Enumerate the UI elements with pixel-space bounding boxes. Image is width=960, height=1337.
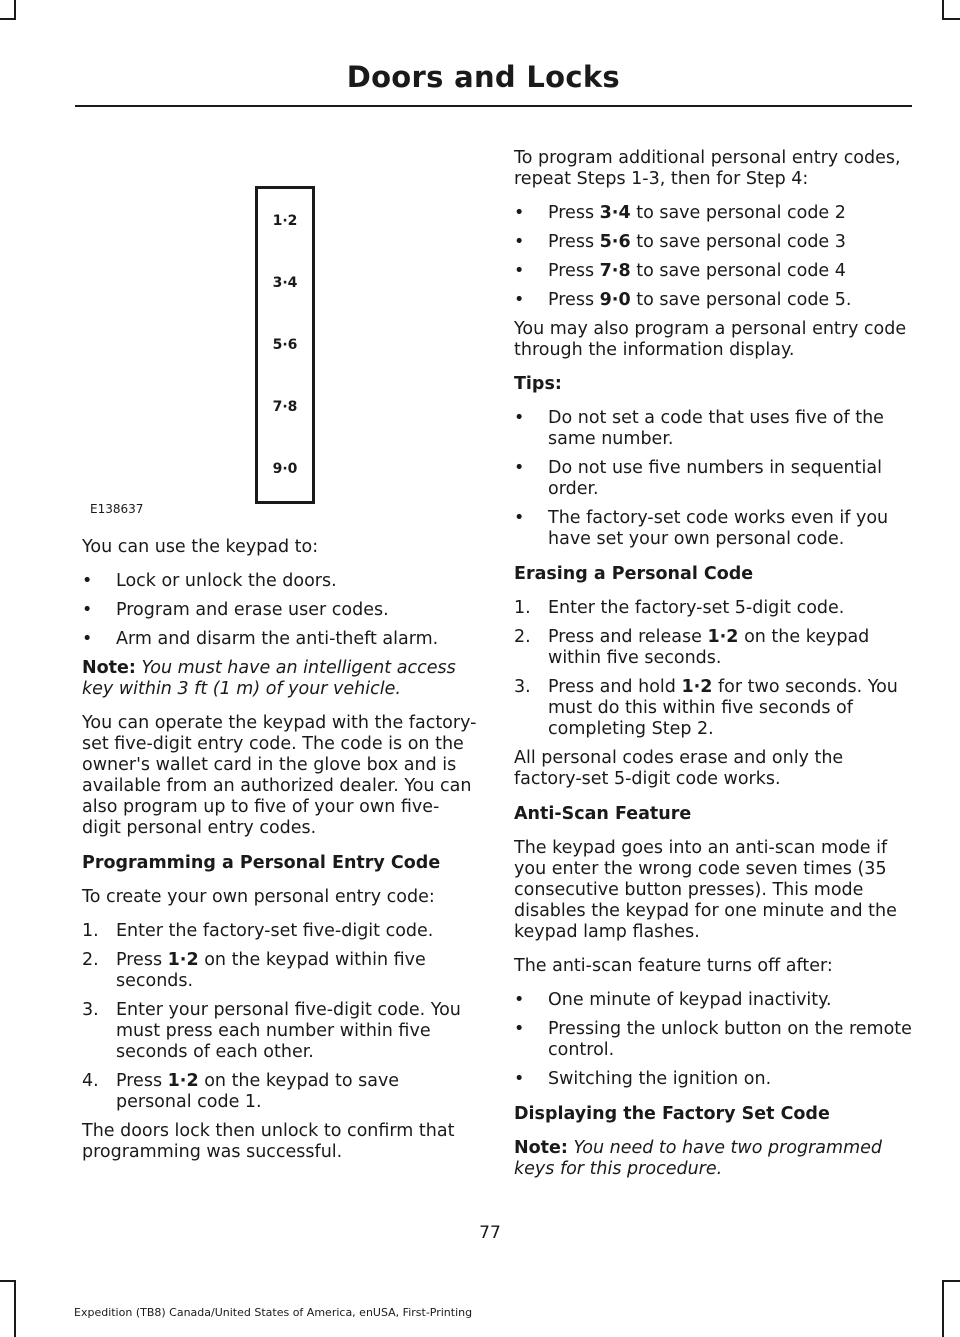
crop-mark (942, 0, 944, 18)
note (514, 1138, 914, 1180)
use-list (82, 571, 477, 650)
step-number: 1. (82, 921, 99, 941)
footer-text: Expedition (TB8) Canada/United States of America, enUSA, First-Printing (74, 1306, 473, 1319)
step-number: 1. (514, 598, 531, 618)
item-text: Press (548, 290, 600, 310)
section-heading: Tips: (514, 374, 562, 394)
page-title: Doors and Locks (346, 60, 620, 94)
intro-text: You can use the keypad to: (82, 537, 319, 557)
crop-mark (14, 0, 16, 18)
step-item (514, 627, 914, 669)
key-code: 1·2 (167, 950, 199, 970)
step-text: Press (116, 950, 168, 970)
step-text: Press and hold (548, 677, 682, 697)
step-number: 2. (82, 950, 99, 970)
step-item (514, 677, 914, 740)
keypad-key-label: 5·6 (272, 337, 298, 353)
crop-mark (14, 1280, 16, 1337)
paragraph: The doors lock then unlock to confirm that programming was successful. (82, 1121, 455, 1162)
crop-mark (0, 1280, 16, 1282)
programming-steps (82, 921, 477, 1113)
note (82, 658, 477, 700)
crop-mark (942, 1280, 960, 1282)
item-text: Press (548, 203, 600, 223)
step-text: Enter the factory-set 5-digit code. (548, 598, 845, 618)
step-text: Enter your personal five-digit code. You must press each number within five seconds of each other. (116, 1000, 461, 1062)
crop-mark (942, 1280, 944, 1337)
step-item (82, 921, 477, 942)
step-text: Press and release (548, 627, 708, 647)
list-item (514, 261, 914, 282)
item-text: to save personal code 5. (630, 290, 852, 310)
crop-mark (0, 18, 16, 20)
keypad-key-label: 7·8 (272, 399, 298, 415)
note-text: You must have an intelligent access key within 3 ft (1 m) of your vehicle. (82, 658, 456, 699)
item-text: to save personal code 4 (630, 261, 846, 281)
list-item: • Arm and disarm the anti-theft alarm. (82, 629, 477, 650)
list-item: • The factory-set code works even if you have set your own personal code. (514, 508, 914, 550)
left-column (82, 537, 477, 1176)
step-item (82, 1071, 477, 1113)
list-item: • Pressing the unlock button on the remote control. (514, 1019, 914, 1061)
key-code: 1·2 (681, 677, 713, 697)
list-item: • Do not use five numbers in sequential order. (514, 458, 914, 500)
item-text: Press (548, 232, 600, 252)
item-text: to save personal code 3 (630, 232, 846, 252)
step-item (82, 950, 477, 992)
save-codes-list (514, 203, 914, 311)
keypad-key-label: 3·4 (272, 275, 298, 291)
step-text: on the keypad within five seconds. (116, 950, 426, 991)
step-number: 2. (514, 627, 531, 647)
list-item: • Do not set a code that uses five of the same number. (514, 408, 914, 450)
paragraph: All personal codes erase and only the factory-set 5-digit code works. (514, 748, 844, 789)
keypad-key-label: 1·2 (272, 213, 298, 229)
paragraph: To program additional personal entry codes, repeat Steps 1-3, then for Step 4: (514, 148, 901, 189)
section-heading: Displaying the Factory Set Code (514, 1104, 830, 1124)
list-item: • Lock or unlock the doors. (82, 571, 477, 592)
note-text: You need to have two programmed keys for this procedure. (514, 1138, 882, 1179)
note-label: Note: (514, 1138, 568, 1158)
key-code: 5·6 (599, 232, 631, 252)
paragraph: To create your own personal entry code: (82, 887, 435, 907)
list-item: • One minute of keypad inactivity. (514, 990, 914, 1011)
section-heading: Programming a Personal Entry Code (82, 853, 441, 873)
item-text: to save personal code 2 (630, 203, 846, 223)
step-text: for two seconds. You must do this within five seconds of completing Step 2. (548, 677, 898, 739)
crop-mark (942, 18, 960, 20)
paragraph: The keypad goes into an anti-scan mode if you enter the wrong code seven times (35 consecutive button presses). This mode disables the keypad for one minute and the keypad lamp flashes. (514, 838, 897, 942)
key-code: 1·2 (707, 627, 739, 647)
step-text: on the keypad to save personal code 1. (116, 1071, 400, 1112)
step-text: Enter the factory-set five-digit code. (116, 921, 434, 941)
list-item (514, 203, 914, 224)
note-label: Note: (82, 658, 136, 678)
list-item: • Program and erase user codes. (82, 600, 477, 621)
paragraph: The anti-scan feature turns off after: (514, 956, 833, 976)
tips-list (514, 408, 914, 550)
key-code: 9·0 (599, 290, 631, 310)
step-text: Press (116, 1071, 168, 1091)
paragraph: You may also program a personal entry code through the information display. (514, 319, 907, 360)
section-heading: Anti-Scan Feature (514, 804, 692, 824)
step-text: on the keypad within five seconds. (548, 627, 870, 668)
page-number: 77 (479, 1223, 501, 1243)
step-number: 4. (82, 1071, 99, 1091)
key-code: 7·8 (599, 261, 631, 281)
step-number: 3. (514, 677, 531, 697)
antiscan-off-list (514, 990, 914, 1090)
key-code: 3·4 (599, 203, 631, 223)
list-item (514, 232, 914, 253)
list-item (514, 290, 914, 311)
step-item (514, 598, 914, 619)
item-text: Press (548, 261, 600, 281)
key-code: 1·2 (167, 1071, 199, 1091)
keypad-illustration (255, 186, 315, 504)
list-item: • Switching the ignition on. (514, 1069, 914, 1090)
figure-id: E138637 (90, 502, 144, 516)
step-item (82, 1000, 477, 1063)
erase-steps (514, 598, 914, 740)
right-column (514, 148, 914, 1193)
section-heading: Erasing a Personal Code (514, 564, 754, 584)
header-rule (75, 105, 912, 107)
step-number: 3. (82, 1000, 99, 1020)
paragraph: You can operate the keypad with the factory-set five-digit entry code. The code is on the owner's wallet card in the glove box and is available from an authorized dealer. You can also program up to five of your own five-digit personal entry codes. (82, 713, 477, 838)
keypad-key-label: 9·0 (272, 461, 298, 477)
